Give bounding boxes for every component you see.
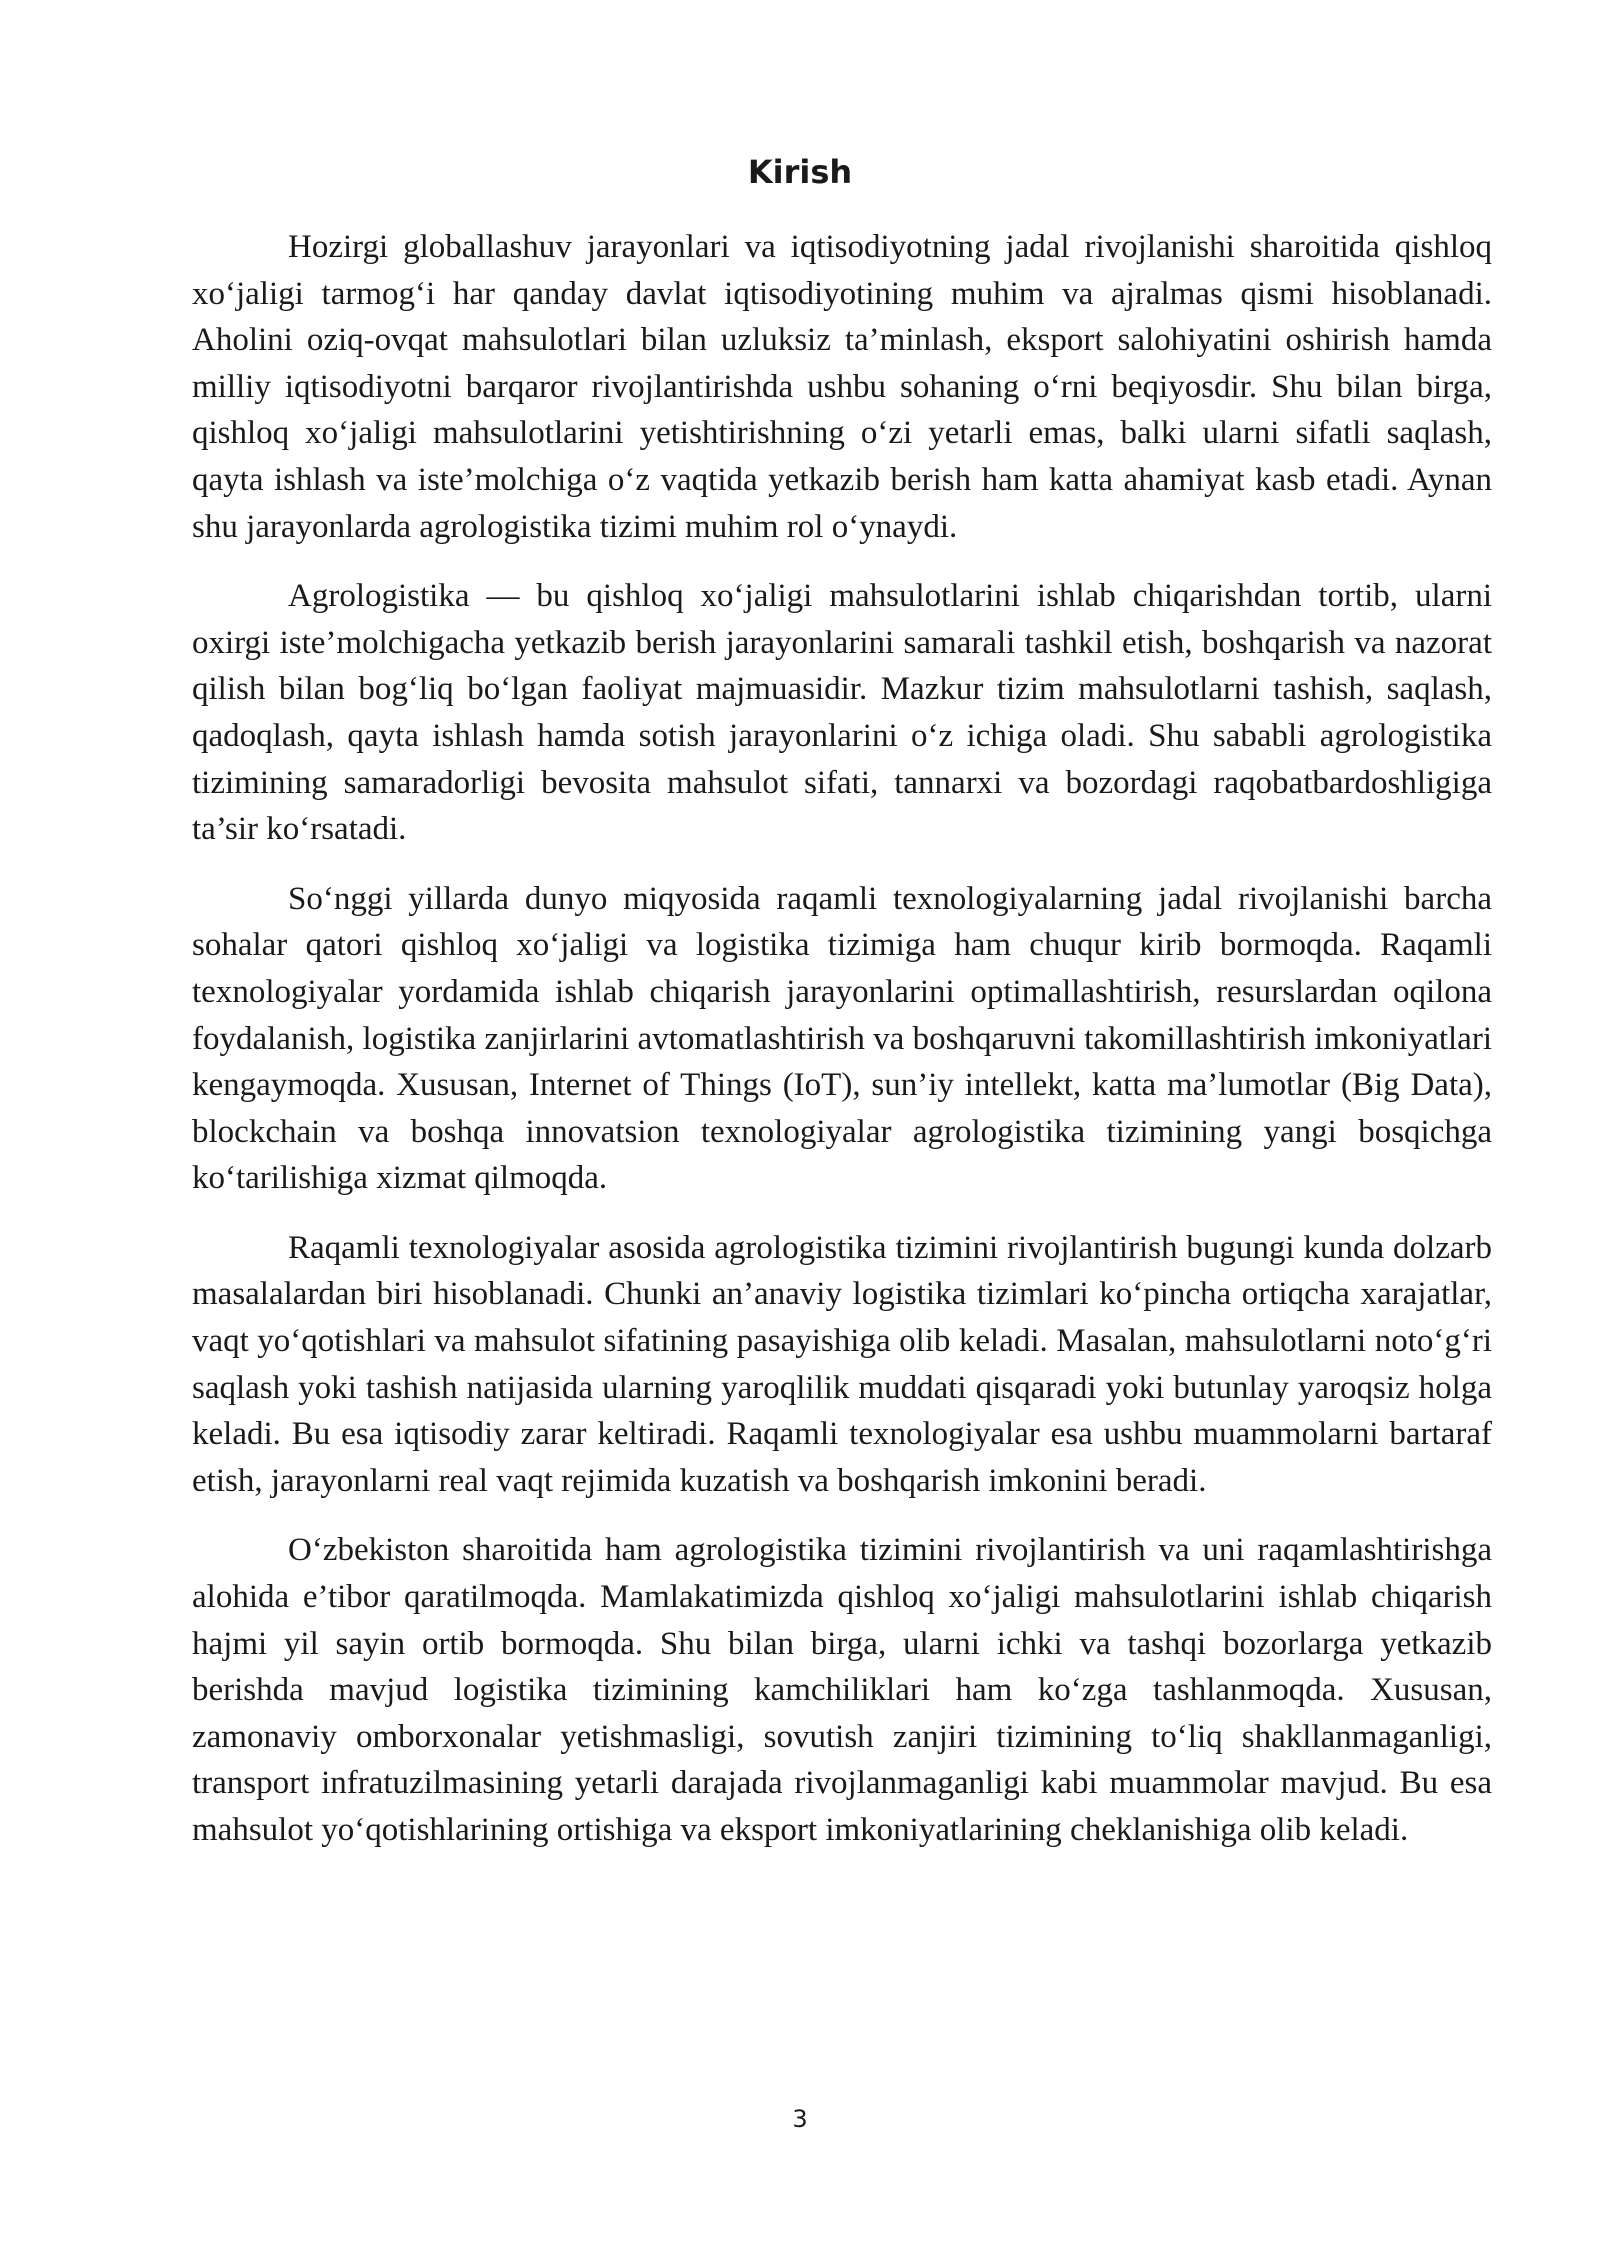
- paragraph-1: Hozirgi globallashuv jarayonlari va iqtisodiyotning jadal rivojlanishi sharoitida qishloq xo‘jaligi tarmog‘i har qanday davlat iqtisodiyotining muhim va ajralmas qismi hisoblanadi. Aholini oziq-ovqat mahsulotlari bilan uzluksiz ta’minlash, eksport salohiyatini oshirish hamda milliy iqtisodiyotni barqaror rivojlantirishda ushbu sohaning o‘rni beqiyosdir. Shu bilan birga, qishloq xo‘jaligi mahsulotlarini yetishtirishning o‘zi yetarli emas, balki ularni sifatli saqlash, qayta ishlash va iste’molchiga o‘z vaqtida yetkazib berish ham katta ahamiyat kasb etadi. Aynan shu jarayonlarda agrologistika tizimi muhim rol o‘ynaydi.: [192, 229, 1492, 545]
- section-title: Kirish: [747, 153, 853, 191]
- paragraph-4: Raqamli texnologiyalar asosida agrologistika tizimini rivojlantirish bugungi kunda dolzarb masalalardan biri hisoblanadi. Chunki an’anaviy logistika tizimlari ko‘pincha ortiqcha xarajatlar, vaqt yo‘qotishlari va mahsulot sifatining pasayishiga olib keladi. Masalan, mahsulotlarni noto‘g‘ri saqlash yoki tashish natijasida ularning yaroqlilik muddati qisqaradi yoki butunlay yaroqsiz holga keladi. Bu esa iqtisodiy zarar keltiradi. Raqamli texnologiyalar esa ushbu muammolarni bartaraf etish, jarayonlarni real vaqt rejimida kuzatish va boshqarish imkonini beradi.: [192, 1229, 1492, 1499]
- paragraph-5: O‘zbekiston sharoitida ham agrologistika tizimini rivojlantirish va uni raqamlashtirishga alohida e’tibor qaratilmoqda. Mamlakatimizda qishloq xo‘jaligi mahsulotlarini ishlab chiqarish hajmi yil sayin ortib bormoqda. Shu bilan birga, ularni ichki va tashqi bozorlarga yetkazib berishda mavjud logistika tizimining kamchiliklari ham ko‘zga tashlanmoqda. Xususan, zamonaviy omborxonalar yetishmasligi, sovutish zanjiri tizimining to‘liq shakllanmaganligi, transport infratuzilmasining yetarli darajada rivojlanmaganligi kabi muammolar mavjud. Bu esa mahsulot yo‘qotishlarining ortishiga va eksport imkoniyatlarining cheklanishiga olib keladi.: [192, 1532, 1492, 1848]
- paragraph-3: So‘nggi yillarda dunyo miqyosida raqamli texnologiyalarning jadal rivojlanishi barcha sohalar qatori qishloq xo‘jaligi va logistika tizimiga ham chuqur kirib bormoqda. Raqamli texnologiyalar yordamida ishlab chiqarish jarayonlarini optimallashtirish, resurslardan oqilona foydalanish, logistika zanjirlarini avtomatlashtirish va boshqaruvni takomillashtirish imkoniyatlari kengaymoqda. Xususan, Internet of Things (IoT), sun’iy intellekt, katta ma’lumotlar (Big Data), blockchain va boshqa innovatsion texnologiyalar agrologistika tizimining yangi bosqichga ko‘tarilishiga xizmat qilmoqda.: [192, 880, 1492, 1197]
- body-text: [192, 224, 1492, 1877]
- page-number: 3: [792, 2105, 808, 2133]
- paragraph-2: Agrologistika — bu qishloq xo‘jaligi mahsulotlarini ishlab chiqarishdan tortib, ularni oxirgi iste’molchigacha yetkazib berish jarayonlarini samarali tashkil etish, boshqarish va nazorat qilish bilan bog‘liq bo‘lgan faoliyat majmuasidir. Mazkur tizim mahsulotlarni tashish, saqlash, qadoqlash, qayta ishlash hamda sotish jarayonlarini o‘z ichiga oladi. Shu sababli agrologistika tizimining samaradorligi bevosita mahsulot sifati, tannarxi va bozordagi raqobatbardoshligiga ta’sir ko‘rsatadi.: [192, 578, 1492, 848]
